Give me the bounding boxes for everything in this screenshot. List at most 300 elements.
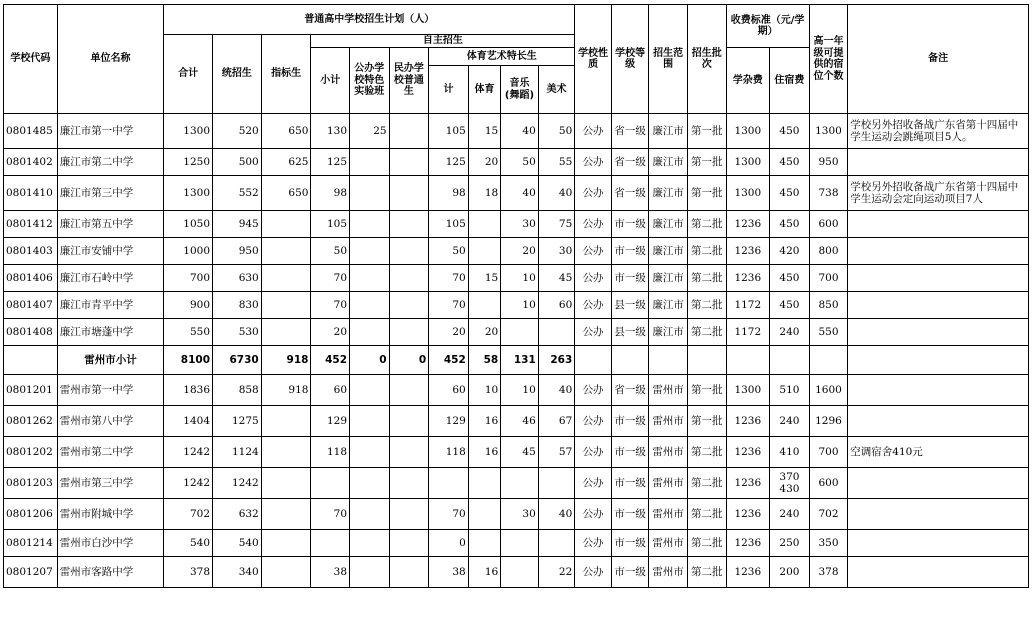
cell-nature: 公办: [575, 557, 612, 588]
table-row: [4, 530, 1029, 557]
lodging-value-1: 370: [779, 470, 800, 483]
cell-nature: 公办: [575, 238, 612, 265]
cell-music: 30: [501, 211, 539, 238]
cell-private-regular: [389, 211, 429, 238]
cell-name: 廉江市第五中学: [57, 211, 164, 238]
cell-remark: [848, 530, 1029, 557]
header-unit-name: 单位名称: [57, 5, 164, 114]
cell-unified: 552: [213, 176, 262, 211]
cell-code: 0801410: [4, 176, 58, 211]
cell-batch: 第一批: [687, 176, 726, 211]
cell-nature: 公办: [575, 292, 612, 319]
cell-grade: 省一级: [611, 114, 649, 149]
cell-private-regular: [389, 265, 429, 292]
cell-total: 1250: [164, 149, 213, 176]
cell-code: 0801201: [4, 375, 58, 406]
cell-remark: [848, 406, 1029, 437]
cell-tuition: [726, 346, 770, 375]
cell-remark: 学校另外招收备战广东省第十四届中学生运动会定向运动项目7人: [848, 176, 1029, 211]
header-fee-group: 收费标准（元/学期）: [726, 5, 809, 48]
cell-total: 1050: [164, 211, 213, 238]
cell-sports: [468, 468, 500, 499]
cell-dorm: 738: [809, 176, 848, 211]
cell-tuition: 1236: [726, 557, 770, 588]
cell-scope: [649, 346, 688, 375]
table-row: [4, 406, 1029, 437]
table-row: [4, 211, 1029, 238]
cell-private-regular: [389, 530, 429, 557]
enrollment-table: [3, 4, 1029, 588]
table-row: [4, 238, 1029, 265]
header-grade: 学校等级: [611, 5, 649, 114]
cell-code: 0801403: [4, 238, 58, 265]
cell-grade: 县一级: [611, 292, 649, 319]
cell-nature: 公办: [575, 114, 612, 149]
lodging-value-2: 430: [779, 483, 800, 495]
header-private-regular: 民办学校普通生: [389, 48, 429, 114]
cell-dorm: 550: [809, 319, 848, 346]
cell-sports: 16: [468, 406, 500, 437]
cell-grade: 市一级: [611, 530, 649, 557]
cell-arts-total: 50: [429, 238, 469, 265]
cell-art: 60: [538, 292, 575, 319]
cell-dorm: 700: [809, 437, 848, 468]
cell-remark: [848, 468, 1029, 499]
cell-code: 0801485: [4, 114, 58, 149]
table-row: [4, 114, 1029, 149]
header-nature: 学校性质: [575, 5, 612, 114]
cell-name: 雷州市白沙中学: [57, 530, 164, 557]
cell-lodging: 450: [770, 176, 810, 211]
cell-public-special: [350, 149, 390, 176]
cell-scope: 廉江市: [649, 292, 688, 319]
cell-lodging: 450: [770, 292, 810, 319]
cell-quota: 918: [261, 375, 311, 406]
cell-public-special: 0: [350, 346, 390, 375]
header-total: 合计: [164, 35, 213, 114]
cell-scope: 廉江市: [649, 211, 688, 238]
cell-unified: 945: [213, 211, 262, 238]
cell-batch: 第二批: [687, 530, 726, 557]
cell-code: 0801206: [4, 499, 58, 530]
cell-subtotal: 130: [311, 114, 350, 149]
table-row: [4, 176, 1029, 211]
cell-arts-total: [429, 468, 469, 499]
cell-grade: 市一级: [611, 211, 649, 238]
cell-lodging: 250: [770, 530, 810, 557]
cell-name: 雷州市附城中学: [57, 499, 164, 530]
cell-art: 75: [538, 211, 575, 238]
cell-dorm: 350: [809, 530, 848, 557]
cell-unified: 530: [213, 319, 262, 346]
cell-lodging: 510: [770, 375, 810, 406]
header-dorm: 高一年级可提供的宿位个数: [809, 5, 848, 114]
cell-sports: 15: [468, 114, 500, 149]
cell-quota: [261, 406, 311, 437]
cell-remark: [848, 499, 1029, 530]
cell-private-regular: [389, 149, 429, 176]
cell-sports: [468, 292, 500, 319]
header-self-group: 自主招生: [311, 35, 575, 48]
cell-nature: 公办: [575, 176, 612, 211]
header-unified: 统招生: [213, 35, 262, 114]
cell-remark: [848, 292, 1029, 319]
cell-total: 1300: [164, 176, 213, 211]
cell-arts-total: 70: [429, 499, 469, 530]
cell-name: 廉江市石岭中学: [57, 265, 164, 292]
cell-subtotal: 452: [311, 346, 350, 375]
cell-quota: 625: [261, 149, 311, 176]
cell-unified: 500: [213, 149, 262, 176]
cell-private-regular: [389, 319, 429, 346]
cell-lodging: 450: [770, 211, 810, 238]
table-row: [4, 149, 1029, 176]
cell-lodging: 240: [770, 319, 810, 346]
cell-tuition: 1300: [726, 114, 770, 149]
cell-sports: 16: [468, 557, 500, 588]
cell-music: 40: [501, 176, 539, 211]
cell-batch: 第一批: [687, 406, 726, 437]
cell-remark: [848, 375, 1029, 406]
cell-private-regular: [389, 375, 429, 406]
cell-total: 1242: [164, 468, 213, 499]
cell-subtotal: 125: [311, 149, 350, 176]
cell-scope: 雷州市: [649, 375, 688, 406]
cell-dorm: 1296: [809, 406, 848, 437]
cell-art: [538, 530, 575, 557]
table-row: [4, 319, 1029, 346]
cell-code: 0801203: [4, 468, 58, 499]
cell-unified: 830: [213, 292, 262, 319]
cell-name: 廉江市塘蓬中学: [57, 319, 164, 346]
cell-tuition: 1300: [726, 375, 770, 406]
cell-tuition: 1172: [726, 319, 770, 346]
cell-lodging: 240: [770, 406, 810, 437]
cell-code: 0801407: [4, 292, 58, 319]
cell-nature: 公办: [575, 319, 612, 346]
header-art: 美术: [538, 66, 575, 114]
cell-unified: 950: [213, 238, 262, 265]
cell-batch: 第二批: [687, 557, 726, 588]
cell-quota: [261, 211, 311, 238]
cell-remark: 学校另外招收备战广东省第十四届中学生运动会跳绳项目5人。: [848, 114, 1029, 149]
cell-nature: 公办: [575, 211, 612, 238]
cell-remark: [848, 557, 1029, 588]
cell-total: 550: [164, 319, 213, 346]
cell-arts-total: 60: [429, 375, 469, 406]
cell-remark: [848, 346, 1029, 375]
cell-total: 700: [164, 265, 213, 292]
cell-art: [538, 319, 575, 346]
cell-remark: [848, 211, 1029, 238]
cell-art: 67: [538, 406, 575, 437]
cell-art: 57: [538, 437, 575, 468]
cell-unified: 520: [213, 114, 262, 149]
cell-music: [501, 468, 539, 499]
cell-name: 廉江市第一中学: [57, 114, 164, 149]
cell-sports: 20: [468, 319, 500, 346]
cell-unified: 858: [213, 375, 262, 406]
cell-code: 0801262: [4, 406, 58, 437]
cell-sports: [468, 211, 500, 238]
cell-batch: 第二批: [687, 468, 726, 499]
table-row: [4, 265, 1029, 292]
cell-music: [501, 319, 539, 346]
cell-public-special: [350, 557, 390, 588]
cell-scope: 廉江市: [649, 238, 688, 265]
header-remark: 备注: [848, 5, 1029, 114]
cell-public-special: [350, 468, 390, 499]
cell-dorm: 1300: [809, 114, 848, 149]
cell-private-regular: [389, 238, 429, 265]
cell-code: 0801207: [4, 557, 58, 588]
cell-tuition: 1236: [726, 530, 770, 557]
cell-remark: [848, 238, 1029, 265]
table-row: [4, 468, 1029, 499]
cell-subtotal: 129: [311, 406, 350, 437]
cell-lodging: 420: [770, 238, 810, 265]
cell-remark: [848, 149, 1029, 176]
cell-remark: [848, 265, 1029, 292]
cell-unified: 340: [213, 557, 262, 588]
cell-tuition: 1236: [726, 437, 770, 468]
cell-sports: [468, 499, 500, 530]
cell-name: 廉江市安铺中学: [57, 238, 164, 265]
cell-tuition: 1236: [726, 499, 770, 530]
cell-arts-total: 125: [429, 149, 469, 176]
cell-subtotal: 98: [311, 176, 350, 211]
cell-tuition: 1300: [726, 176, 770, 211]
cell-private-regular: [389, 406, 429, 437]
cell-arts-total: 70: [429, 265, 469, 292]
cell-quota: [261, 499, 311, 530]
cell-dorm: 600: [809, 211, 848, 238]
cell-tuition: 1236: [726, 468, 770, 499]
cell-scope: 廉江市: [649, 114, 688, 149]
cell-nature: 公办: [575, 375, 612, 406]
cell-dorm: 800: [809, 238, 848, 265]
cell-name: 雷州市小计: [57, 346, 164, 375]
cell-total: 702: [164, 499, 213, 530]
table-row: [4, 437, 1029, 468]
cell-grade: 市一级: [611, 468, 649, 499]
cell-code: 0801406: [4, 265, 58, 292]
cell-art: 40: [538, 375, 575, 406]
header-arts-group: 体育艺术特长生: [429, 48, 575, 66]
cell-batch: 第二批: [687, 319, 726, 346]
header-lodging: 住宿费: [770, 48, 810, 114]
cell-private-regular: [389, 499, 429, 530]
cell-private-regular: [389, 176, 429, 211]
cell-art: 55: [538, 149, 575, 176]
cell-scope: 雷州市: [649, 406, 688, 437]
cell-arts-total: 38: [429, 557, 469, 588]
cell-total: 900: [164, 292, 213, 319]
cell-code: 0801412: [4, 211, 58, 238]
cell-unified: 632: [213, 499, 262, 530]
cell-scope: 廉江市: [649, 319, 688, 346]
subtotal-row: [4, 346, 1029, 375]
cell-name: 雷州市第三中学: [57, 468, 164, 499]
cell-batch: 第二批: [687, 238, 726, 265]
cell-arts-total: 105: [429, 211, 469, 238]
cell-subtotal: 70: [311, 265, 350, 292]
cell-quota: 650: [261, 114, 311, 149]
cell-total: 1300: [164, 114, 213, 149]
cell-lodging: 450: [770, 114, 810, 149]
cell-arts-total: 70: [429, 292, 469, 319]
header-sports: 体育: [468, 66, 500, 114]
cell-grade: 省一级: [611, 375, 649, 406]
cell-nature: 公办: [575, 149, 612, 176]
cell-music: [501, 530, 539, 557]
cell-private-regular: [389, 292, 429, 319]
cell-subtotal: 105: [311, 211, 350, 238]
cell-public-special: [350, 530, 390, 557]
cell-scope: 雷州市: [649, 499, 688, 530]
cell-sports: 20: [468, 149, 500, 176]
cell-sports: 15: [468, 265, 500, 292]
cell-unified: 1124: [213, 437, 262, 468]
header-batch: 招生批次: [687, 5, 726, 114]
cell-arts-total: 0: [429, 530, 469, 557]
cell-subtotal: 50: [311, 238, 350, 265]
cell-total: 1242: [164, 437, 213, 468]
cell-music: 131: [501, 346, 539, 375]
cell-dorm: 950: [809, 149, 848, 176]
cell-art: 40: [538, 176, 575, 211]
cell-grade: 市一级: [611, 238, 649, 265]
cell-public-special: [350, 437, 390, 468]
cell-unified: 6730: [213, 346, 262, 375]
cell-private-regular: [389, 557, 429, 588]
cell-code: 0801402: [4, 149, 58, 176]
cell-public-special: [350, 211, 390, 238]
cell-lodging: 450: [770, 265, 810, 292]
cell-public-special: 25: [350, 114, 390, 149]
cell-grade: 市一级: [611, 265, 649, 292]
table-body: [4, 114, 1029, 588]
header-quota: 指标生: [261, 35, 311, 114]
cell-nature: 公办: [575, 437, 612, 468]
header-public-special: 公办学校特色实验班: [350, 48, 390, 114]
cell-lodging: 240: [770, 499, 810, 530]
cell-subtotal: [311, 530, 350, 557]
cell-public-special: [350, 238, 390, 265]
cell-art: 30: [538, 238, 575, 265]
cell-arts-total: 98: [429, 176, 469, 211]
cell-arts-total: 20: [429, 319, 469, 346]
cell-sports: [468, 238, 500, 265]
cell-batch: 第二批: [687, 499, 726, 530]
cell-dorm: 702: [809, 499, 848, 530]
cell-music: 10: [501, 265, 539, 292]
table-row: [4, 557, 1029, 588]
cell-dorm: 600: [809, 468, 848, 499]
cell-nature: 公办: [575, 265, 612, 292]
cell-scope: 雷州市: [649, 557, 688, 588]
cell-batch: [687, 346, 726, 375]
cell-remark: [848, 319, 1029, 346]
cell-sports: 10: [468, 375, 500, 406]
cell-batch: 第二批: [687, 211, 726, 238]
cell-batch: 第一批: [687, 375, 726, 406]
table-header: [4, 5, 1029, 114]
cell-public-special: [350, 499, 390, 530]
cell-quota: 918: [261, 346, 311, 375]
cell-public-special: [350, 265, 390, 292]
cell-private-regular: [389, 114, 429, 149]
cell-lodging: [770, 346, 810, 375]
cell-grade: 省一级: [611, 149, 649, 176]
cell-subtotal: 38: [311, 557, 350, 588]
cell-grade: 市一级: [611, 499, 649, 530]
cell-unified: 1275: [213, 406, 262, 437]
header-music: 音乐(舞蹈): [501, 66, 539, 114]
cell-music: 20: [501, 238, 539, 265]
cell-arts-total: 118: [429, 437, 469, 468]
cell-dorm: 378: [809, 557, 848, 588]
cell-batch: 第一批: [687, 114, 726, 149]
cell-quota: [261, 468, 311, 499]
cell-name: 雷州市第一中学: [57, 375, 164, 406]
cell-total: 1836: [164, 375, 213, 406]
cell-total: 378: [164, 557, 213, 588]
cell-quota: [261, 265, 311, 292]
cell-total: 1404: [164, 406, 213, 437]
cell-grade: [611, 346, 649, 375]
cell-public-special: [350, 375, 390, 406]
table-row: [4, 499, 1029, 530]
header-arts-total: 计: [429, 66, 469, 114]
cell-scope: 廉江市: [649, 176, 688, 211]
table-row: [4, 375, 1029, 406]
cell-art: 45: [538, 265, 575, 292]
cell-grade: 市一级: [611, 406, 649, 437]
cell-nature: 公办: [575, 499, 612, 530]
cell-dorm: [809, 346, 848, 375]
cell-batch: 第一批: [687, 149, 726, 176]
cell-unified: 630: [213, 265, 262, 292]
cell-tuition: 1236: [726, 406, 770, 437]
cell-public-special: [350, 176, 390, 211]
cell-public-special: [350, 406, 390, 437]
cell-arts-total: 129: [429, 406, 469, 437]
header-scope: 招生范围: [649, 5, 688, 114]
cell-arts-total: 105: [429, 114, 469, 149]
cell-subtotal: [311, 468, 350, 499]
cell-total: 1000: [164, 238, 213, 265]
cell-lodging: [770, 468, 810, 499]
cell-subtotal: 118: [311, 437, 350, 468]
cell-subtotal: 70: [311, 292, 350, 319]
cell-batch: 第二批: [687, 437, 726, 468]
header-tuition: 学杂费: [726, 48, 770, 114]
cell-grade: 市一级: [611, 437, 649, 468]
cell-art: 22: [538, 557, 575, 588]
cell-dorm: 850: [809, 292, 848, 319]
cell-music: 10: [501, 375, 539, 406]
cell-music: 46: [501, 406, 539, 437]
cell-art: 50: [538, 114, 575, 149]
cell-code: 0801408: [4, 319, 58, 346]
cell-name: 廉江市青平中学: [57, 292, 164, 319]
cell-grade: 省一级: [611, 176, 649, 211]
cell-nature: 公办: [575, 468, 612, 499]
cell-sports: 18: [468, 176, 500, 211]
cell-lodging: 200: [770, 557, 810, 588]
cell-art: [538, 468, 575, 499]
